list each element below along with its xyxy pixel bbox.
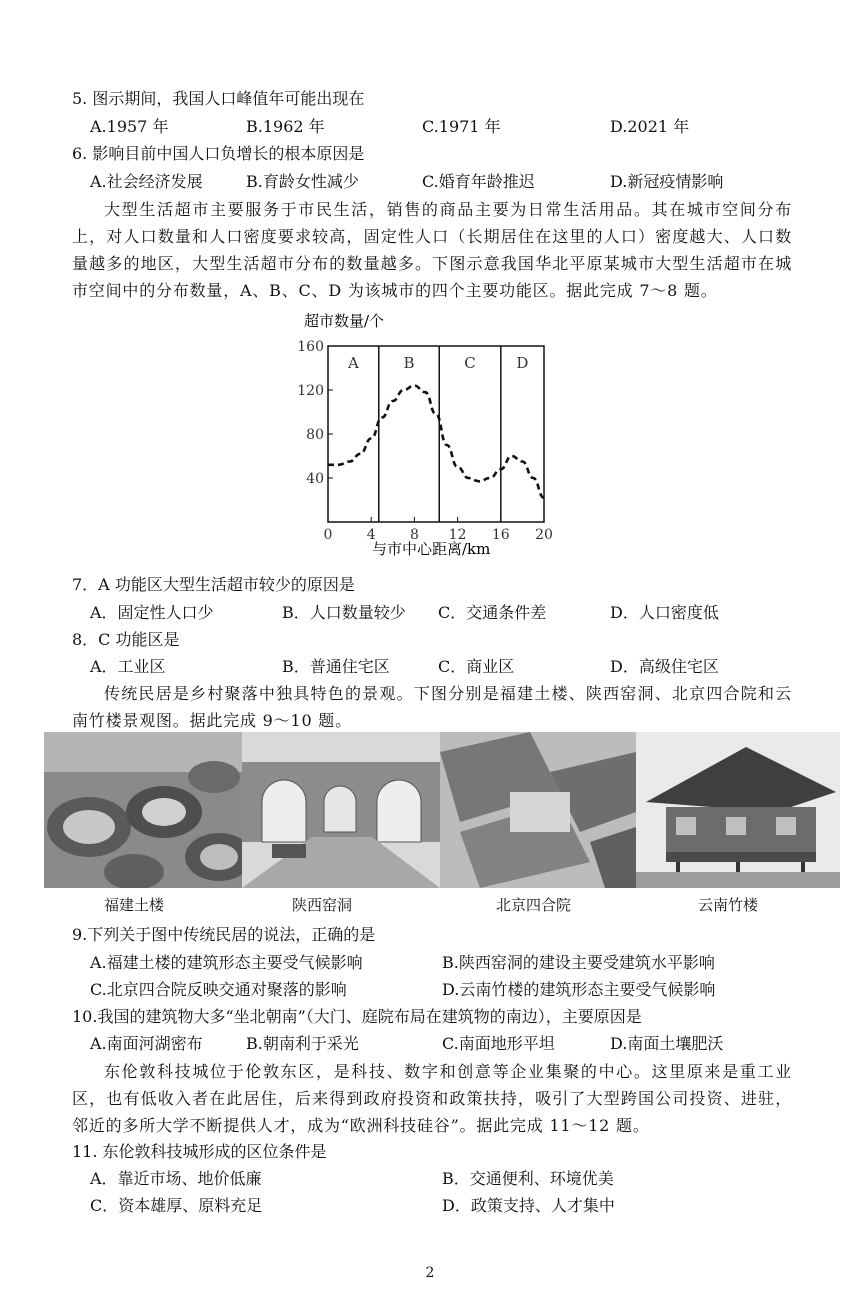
q6-option-a: A.社会经济发展 — [90, 172, 203, 191]
caption-yunnan-zhulou: 云南竹楼 — [698, 896, 759, 914]
y-tick-label: 80 — [306, 427, 324, 443]
q5-option-b: B.1962 年 — [246, 117, 325, 136]
q11-option-a: A．靠近市场、地价低廉 — [90, 1169, 262, 1188]
q10-option-b: B.朝南利于采光 — [246, 1034, 359, 1053]
caption-beijing-siheyuan: 北京四合院 — [496, 896, 572, 914]
passage-tech-city-text: 东伦敦科技城位于伦敦东区，是科技、数字和创意等企业集聚的中心。这里原来是重工业区，也有低收入者在此居住，后来得到政府投资和政策扶持，吸引了大型跨国公司投资、进驻，邻近的多所大学不断提供人才，成为“欧洲科技硅谷”。据此完成 11～12 题。 — [72, 1062, 792, 1135]
passage-supermarket — [72, 196, 792, 304]
dwelling-photos — [44, 732, 840, 888]
q5-option-c: C.1971 年 — [422, 117, 501, 136]
x-tick-label: 20 — [535, 527, 553, 543]
passage-supermarket-text: 大型生活超市主要服务于市民生活，销售的商品主要为日常生活用品。其在城市空间分布上，对人口数量和人口密度要求较高，固定性人口（长期居住在这里的人口）密度越大、人口数量越多的地区，大型生活超市分布的数量越多。下图示意我国华北平原某城市大型生活超市在城市空间中的分布数量，A、B、C、D 为该城市的四个主要功能区。据此完成 7～8 题。 — [72, 200, 792, 300]
photo-shaanxi-yaodong — [242, 732, 440, 888]
x-tick-label: 4 — [366, 527, 376, 543]
q5-option-d: D.2021 年 — [610, 117, 690, 136]
supermarket-distribution-chart — [290, 310, 570, 560]
photo-beijing-siheyuan — [440, 732, 636, 888]
q7-option-b: B．人口数量较少 — [282, 603, 406, 622]
supermarket-count-line — [328, 386, 544, 498]
chart-ylabel: 超市数量/个 — [304, 312, 385, 330]
zone-label-b: B — [403, 354, 415, 372]
q8-stem: 8．C 功能区是 — [72, 630, 180, 649]
q7-option-a: A．固定性人口少 — [90, 603, 214, 622]
zone-label-d: D — [516, 354, 529, 372]
y-tick-label: 120 — [297, 383, 324, 399]
q6-option-d: D.新冠疫情影响 — [610, 172, 724, 191]
q9-option-b: B.陕西窑洞的建设主要受建筑水平影响 — [442, 953, 715, 972]
q8-option-d: D．高级住宅区 — [610, 657, 719, 676]
y-tick-label: 40 — [306, 471, 324, 487]
caption-fujian-tulou: 福建土楼 — [104, 896, 165, 914]
q11-option-d: D．政策支持、人才集中 — [442, 1196, 615, 1215]
caption-shaanxi-yaodong: 陕西窑洞 — [292, 896, 353, 914]
q8-option-a: A．工业区 — [90, 657, 166, 676]
q10-option-c: C.南面地形平坦 — [442, 1034, 555, 1053]
chart-xlabel: 与市中心距离/km — [372, 540, 491, 558]
q9-option-d: D.云南竹楼的建筑形态主要受气候影响 — [442, 980, 716, 999]
x-tick-label: 16 — [491, 527, 510, 543]
q5-stem: 5. 图示期间，我国人口峰值年可能出现在 — [72, 89, 365, 108]
q10-stem: 10.我国的建筑物大多“坐北朝南”（大门、庭院布局在建筑物的南边），主要原因是 — [72, 1007, 642, 1026]
photo-yunnan-zhulou — [636, 732, 840, 888]
q7-option-d: D．人口密度低 — [610, 603, 719, 622]
q7-stem: 7．A 功能区大型生活超市较少的原因是 — [72, 575, 355, 594]
q11-option-b: B．交通便利、环境优美 — [442, 1169, 614, 1188]
q8-option-b: B．普通住宅区 — [282, 657, 390, 676]
x-tick-label: 8 — [409, 527, 419, 543]
q9-option-a: A.福建土楼的建筑形态主要受气候影响 — [90, 953, 363, 972]
q9-stem: 9.下列关于图中传统民居的说法，正确的是 — [72, 925, 376, 944]
photo-fujian-tulou — [44, 732, 242, 888]
q8-option-c: C．商业区 — [438, 657, 515, 676]
x-tick-label: 12 — [448, 527, 467, 543]
zone-label-a: A — [347, 354, 359, 372]
q6-stem: 6. 影响目前中国人口负增长的根本原因是 — [72, 144, 365, 163]
q5-option-a: A.1957 年 — [90, 117, 169, 136]
passage-dwellings-text: 传统民居是乡村聚落中独具特色的景观。下图分别是福建土楼、陕西窑洞、北京四合院和云南竹楼景观图。据此完成 9～10 题。 — [72, 684, 792, 730]
page-number: 2 — [425, 1265, 435, 1281]
y-tick-label: 160 — [297, 339, 324, 355]
q6-option-c: C.婚育年龄推迟 — [422, 172, 535, 191]
passage-tech-city — [72, 1058, 792, 1139]
q7-option-c: C．交通条件差 — [438, 603, 547, 622]
q11-option-c: C．资本雄厚、原料充足 — [90, 1196, 263, 1215]
chart-frame — [328, 346, 544, 522]
q11-stem: 11. 东伦敦科技城形成的区位条件是 — [72, 1142, 327, 1161]
q10-option-d: D.南面土壤肥沃 — [610, 1034, 724, 1053]
zone-label-c: C — [464, 354, 476, 372]
q9-option-c: C.北京四合院反映交通对聚落的影响 — [90, 980, 347, 999]
q6-option-b: B.育龄女性减少 — [246, 172, 359, 191]
q10-option-a: A.南面河湖密布 — [90, 1034, 203, 1053]
passage-dwellings — [72, 680, 792, 734]
x-tick-label: 0 — [323, 527, 333, 543]
